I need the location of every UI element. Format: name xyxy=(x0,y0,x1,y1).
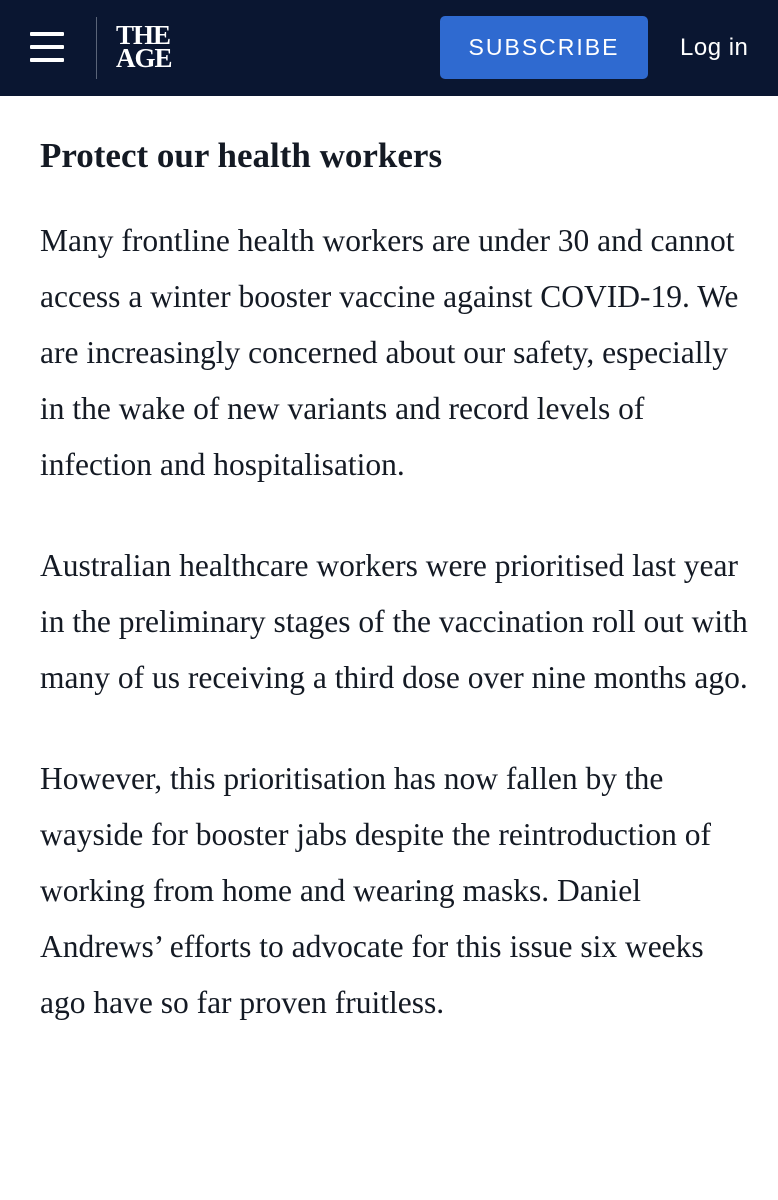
menu-bar xyxy=(30,45,64,49)
menu-bar xyxy=(30,58,64,62)
logo-line-age: AGE xyxy=(116,43,172,73)
logo-line-the: THE xyxy=(116,20,171,50)
article-paragraph: Australian healthcare workers were prioritised last year in the preliminary stages of the vaccination roll out with many of us receiving a third dose over nine months ago. xyxy=(40,548,748,695)
site-logo[interactable] xyxy=(116,20,172,73)
subscribe-button[interactable]: SUBSCRIBE xyxy=(440,16,648,79)
hamburger-menu-icon[interactable] xyxy=(30,30,66,66)
article-paragraph: Many frontline health workers are under 30 and cannot access a winter booster vaccine against COVID-19. We are increasingly concerned about our safety, especially in the wake of new variants and record levels of infection and hospitalisation. xyxy=(40,223,739,482)
login-link[interactable]: Log in xyxy=(680,34,749,61)
article-body xyxy=(40,128,752,1076)
menu-bar xyxy=(30,32,64,36)
site-header xyxy=(0,0,778,96)
article-paragraph: However, this prioritisation has now fallen by the wayside for booster jabs despite the reintroduction of working from home and wearing masks. Daniel Andrews’ efforts to advocate for this issue six weeks ago have so far proven fruitless. xyxy=(40,761,711,1020)
header-divider xyxy=(96,17,97,79)
article-heading: Protect our health workers xyxy=(40,136,443,175)
